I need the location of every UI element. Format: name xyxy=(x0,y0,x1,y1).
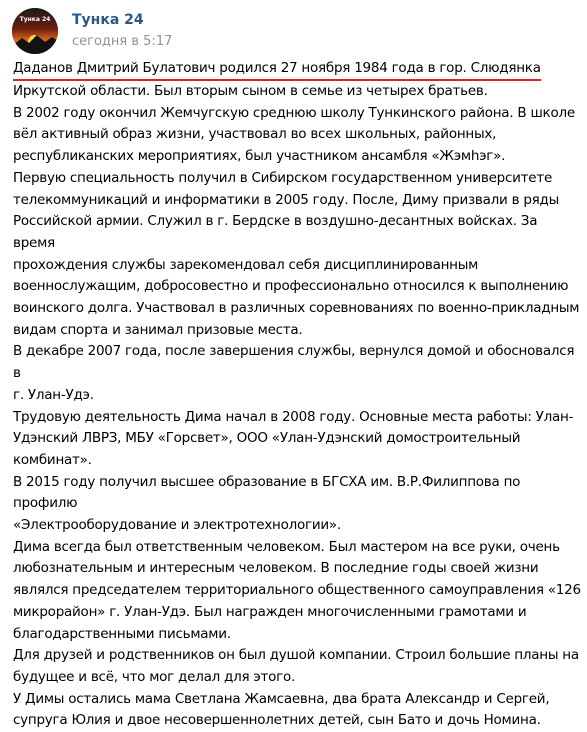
highlighted-first-line xyxy=(13,58,581,81)
post-meta xyxy=(72,11,172,51)
paragraph-4: В декабре 2007 года, после завершения службы, вернулся домой и обосновался в г. Улан-Удэ. xyxy=(13,343,575,403)
post-timestamp-link[interactable]: сегодня в 5:17 xyxy=(72,34,173,49)
paragraph-7: Дима всегда был ответственным человеком. Был мастером на все руки, очень любознательным и интересным человеком. В последние годы своей жизни являлся председателем территориального общественного самоуправления «126 микрорайон» г. Улан-Удэ. Был награжден многочисленными грамотами и благодарственными письмами. xyxy=(13,538,581,642)
paragraph-5: Трудовую деятельность Дима начал в 2008 году. Основные места работы: Улан- Удэнский ЛВРЗ, МБУ «Горсвет», ООО «Улан-Удэнский домостроительный комбинат». xyxy=(13,408,574,468)
paragraph-2: В 2002 году окончил Жемчугскую среднюю школу Тункинского района. В школе вёл активный образ жизни, участвовал во всех школьных, районных, республиканских мероприятиях, был участником ансамбля «Жэмhэг». xyxy=(13,104,575,165)
post-header xyxy=(12,8,172,54)
community-avatar[interactable] xyxy=(12,8,58,54)
paragraph-1: Иркутской области. Был вторым сыном в семье из четырех братьев. xyxy=(13,83,488,99)
highlight-frame xyxy=(13,59,541,81)
paragraph-6: В 2015 году получил высшее образование в БГСХА им. В.Р.Филиппова по профилю «Электрооборудование и электротехнологии». xyxy=(13,473,521,534)
author-name-link[interactable]: Тунка 24 xyxy=(72,12,144,28)
paragraph-3: Первую специальность получил в Сибирском государственном университете телекоммуникаций и информатики в 2005 году. После, Диму призвали в ряды Российской армии. Служил в г. Бердске в воздушно-десантных войсках. За время прохождения службы зарекомендовал себя дисциплинированным военнослужащим, добросовестно и профессионально относился к выполнению воинского долга. Участвовал в различных соревнованиях по военно-прикладным видам спорта и занимал призовые места. xyxy=(13,169,580,338)
first-line-text: Даданов Дмитрий Булатович родился 27 ноября 1984 года в гор. Слюдянка xyxy=(13,60,541,76)
paragraph-9: У Димы остались мама Светлана Жамсаевна, два брата Александр и Сергей, супруга Юлия и двое несовершеннолетних детей, сын Бато и дочь Номина. xyxy=(13,690,550,729)
community-logo-sunset-icon xyxy=(12,8,58,54)
post-text xyxy=(13,58,581,732)
paragraph-8: Для друзей и родственников он был душой компании. Строил большие планы на будущее и всё, что мог делал для этого. xyxy=(13,647,579,685)
avatar-logo-text: Тунка 24 xyxy=(19,16,51,23)
